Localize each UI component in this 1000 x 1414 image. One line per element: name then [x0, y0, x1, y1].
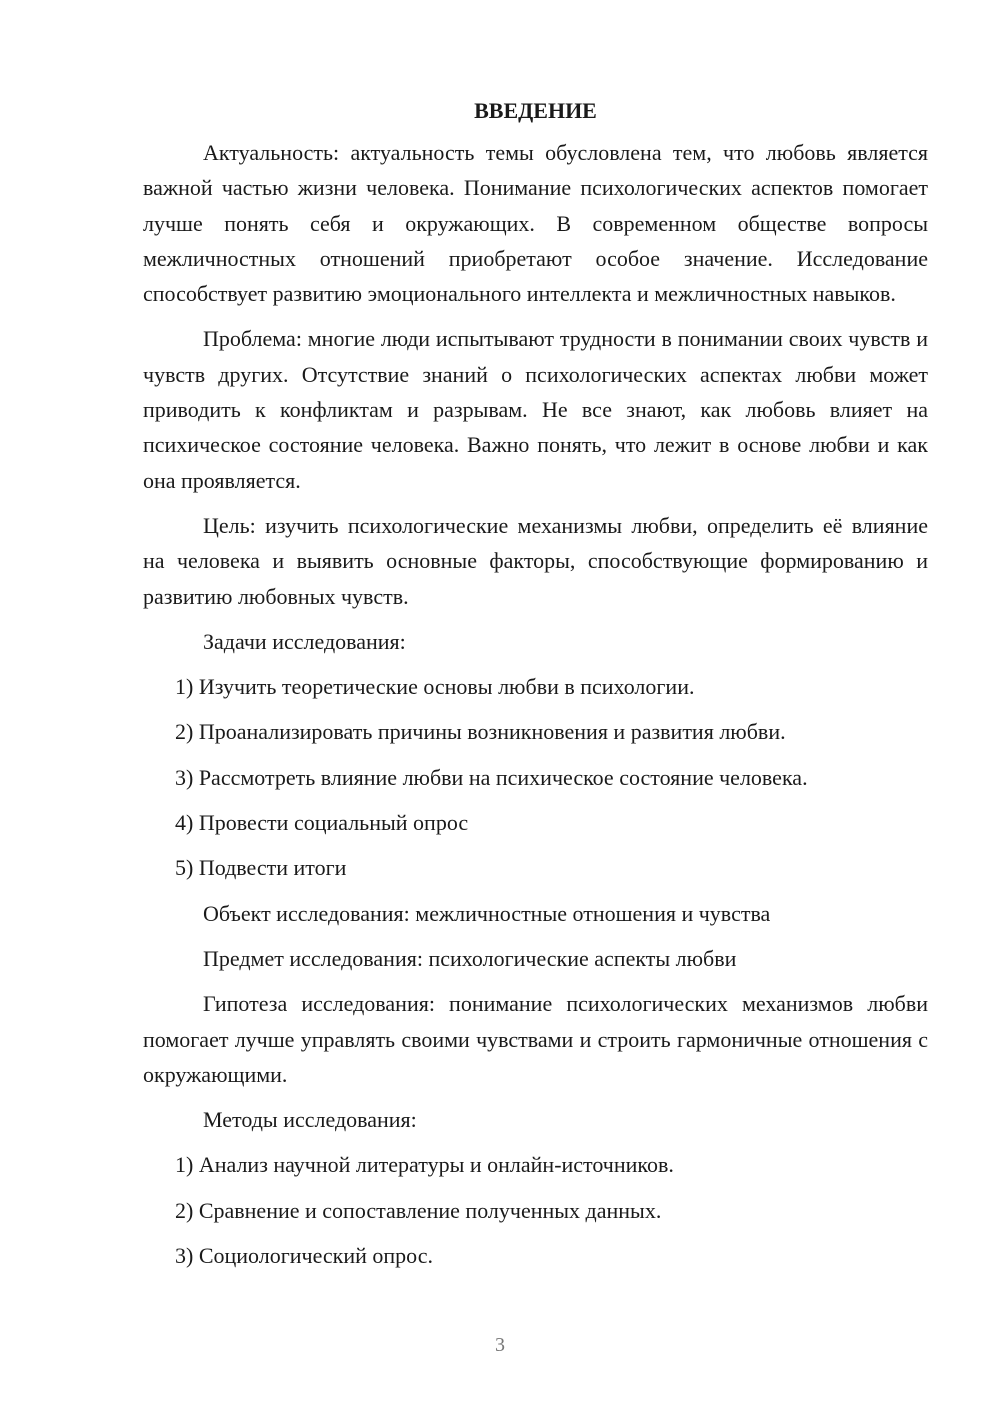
section-heading: ВВЕДЕНИЕ — [474, 98, 597, 123]
hypothesis-paragraph: Гипотеза исследования: понимание психологических механизмов любви помогает лучше управлять своими чувствами и строить гармоничные отношения с окружающими. — [143, 991, 928, 1087]
document-body — [143, 93, 928, 1283]
task-item-4: 4) Провести социальный опрос — [175, 810, 469, 836]
methods-label: Методы исследования: — [203, 1107, 417, 1133]
object-line: Объект исследования: межличностные отношения и чувства — [203, 900, 771, 926]
method-item-3: 3) Социологический опрос. — [175, 1243, 433, 1269]
goal-paragraph: Цель: изучить психологические механизмы любви, определить её влияние на человека и выявить основные факторы, способствующие формированию и развитию любовных чувств. — [143, 512, 928, 609]
task-item-3: 3) Рассмотреть влияние любви на психическое состояние человека. — [175, 764, 808, 790]
task-item-1: 1) Изучить теоретические основы любви в психологии. — [175, 674, 695, 700]
page-number: 3 — [495, 1334, 505, 1356]
method-item-2: 2) Сравнение и сопоставление полученных данных. — [175, 1197, 662, 1223]
relevance-paragraph: Актуальность: актуальность темы обусловлена тем, что любовь является важной частью жизни человека. Понимание психологических аспектов помогает лучше понять себя и окружающих. В современном обществе вопросы межличностных отношений приобретают особое значение. Исследование способствует развитию эмоционального интеллекта и межличностных навыков. — [143, 140, 928, 307]
subject-line: Предмет исследования: психологические аспекты любви — [203, 945, 737, 971]
method-item-1: 1) Анализ научной литературы и онлайн-источников. — [175, 1152, 674, 1178]
task-item-2: 2) Проанализировать причины возникновения и развития любви. — [175, 719, 786, 745]
task-item-5: 5) Подвести итоги — [175, 855, 347, 881]
tasks-label: Задачи исследования: — [203, 628, 406, 654]
problem-paragraph: Проблема: многие люди испытывают трудности в понимании своих чувств и чувств других. Отсутствие знаний о психологических аспектах любви может приводить к конфликтам и разрывам. Не все знают, как любовь влияет на психическое состояние человека. Важно понять, что лежит в основе любви и как она проявляется. — [143, 326, 928, 493]
